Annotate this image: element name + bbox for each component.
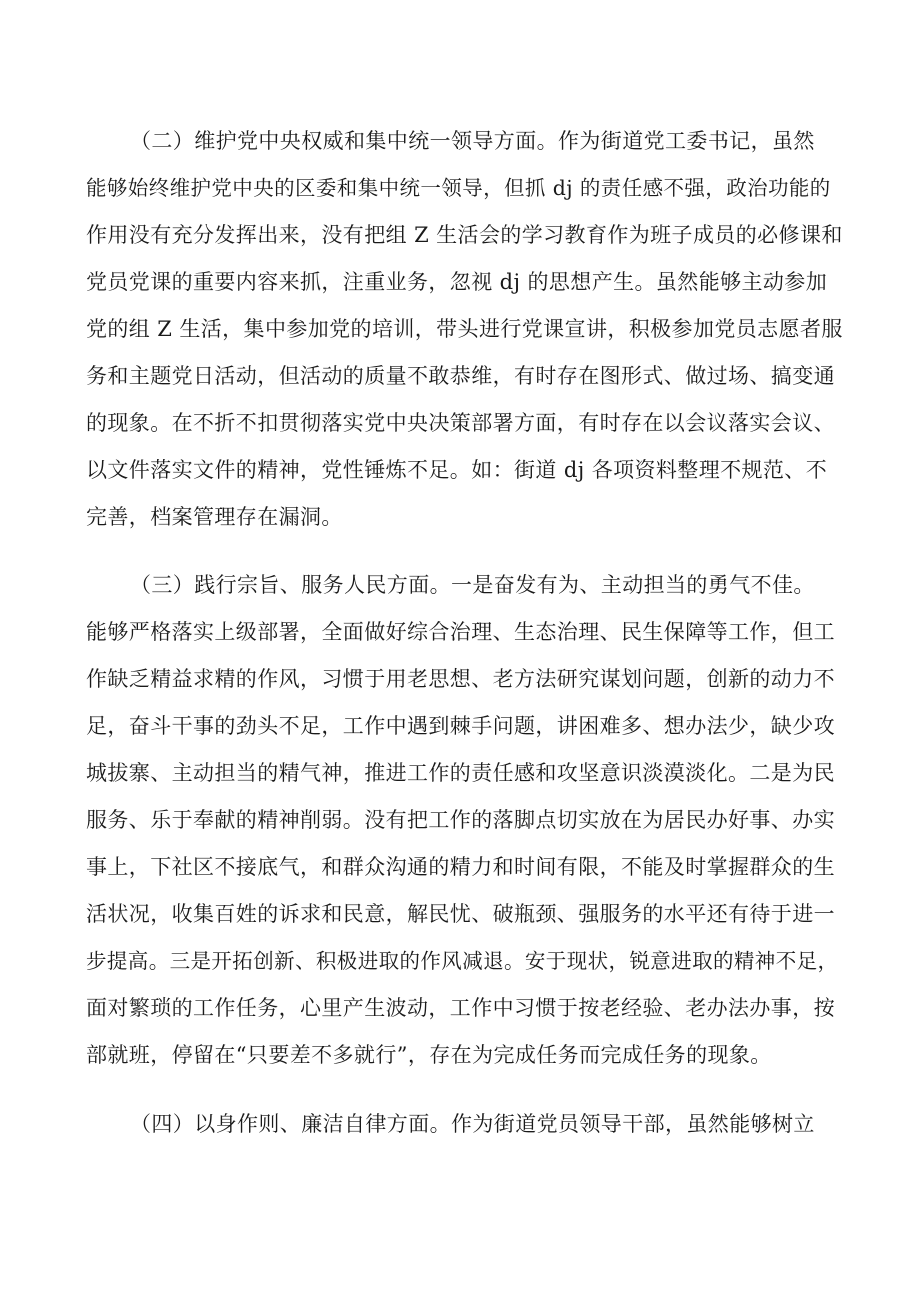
text-line: 步提高。三是开拓创新、积极进取的作风减退。安于现状，锐意进取的精神不足， bbox=[86, 949, 839, 973]
text-line: 事上，下社区不接底气，和群众沟通的精力和时间有限，不能及时掌握群众的生 bbox=[86, 855, 835, 879]
text-line: 以文件落实文件的精神，党性锤炼不足。如：街道 dj 各项资料整理不规范、不 bbox=[86, 458, 828, 482]
text-line: 能够严格落实上级部署，全面做好综合治理、生态治理、民生保障等工作，但工 bbox=[86, 620, 835, 644]
text-line: 的现象。在不折不扣贯彻落实党中央决策部署方面，有时存在以会议落实会议、 bbox=[86, 411, 835, 435]
text-line: 务和主题党日活动，但活动的质量不敢恭维，有时存在图形式、做过场、搞变通 bbox=[86, 364, 835, 388]
text-line: 活状况，收集百姓的诉求和民意，解民忧、破瓶颈、强服务的水平还有待于进一 bbox=[86, 902, 835, 926]
text-line: 服务、乐于奉献的精神削弱。没有把工作的落脚点切实放在为居民办好事、办实 bbox=[86, 808, 835, 832]
text-line: 党员党课的重要内容来抓，注重业务，忽视 dj 的思想产生。虽然能够主动参加 bbox=[86, 270, 828, 294]
paragraph-2-heading-line: （二）维护党中央权威和集中统一领导方面。作为街道党工委书记，虽然 bbox=[130, 129, 815, 153]
text-line: 党的组 Z 生活，集中参加党的培训，带头进行党课宣讲，积极参加党员志愿者服 bbox=[86, 317, 843, 341]
text-line: 完善，档案管理存在漏洞。 bbox=[86, 505, 343, 529]
text-line: 城拔寨、主动担当的精气神，推进工作的责任感和攻坚意识淡漠淡化。二是为民 bbox=[86, 761, 835, 785]
paragraph-4-heading-line: （四）以身作则、廉洁自律方面。作为街道党员领导干部，虽然能够树立 bbox=[130, 1112, 815, 1136]
text-line: 足，奋斗干事的劲头不足，工作中遇到棘手问题，讲困难多、想办法少，缺少攻 bbox=[86, 714, 835, 738]
text-line: 能够始终维护党中央的区委和集中统一领导，但抓 dj 的责任感不强，政治功能的 bbox=[86, 176, 831, 200]
text-line: 部就班，停留在“只要差不多就行”，存在为完成任务而完成任务的现象。 bbox=[86, 1043, 772, 1067]
text-line: 作缺乏精益求精的作风，习惯于用老思想、老方法研究谋划问题，创新的动力不 bbox=[86, 667, 835, 691]
text-line: 面对繁琐的工作任务，心里产生波动，工作中习惯于按老经验、老办法办事，按 bbox=[86, 996, 835, 1020]
text-line: 作用没有充分发挥出来，没有把组 Z 生活会的学习教育作为班子成员的必修课和 bbox=[86, 223, 843, 247]
paragraph-3-heading-line: （三）践行宗旨、服务人民方面。一是奋发有为、主动担当的勇气不佳。 bbox=[130, 573, 815, 597]
